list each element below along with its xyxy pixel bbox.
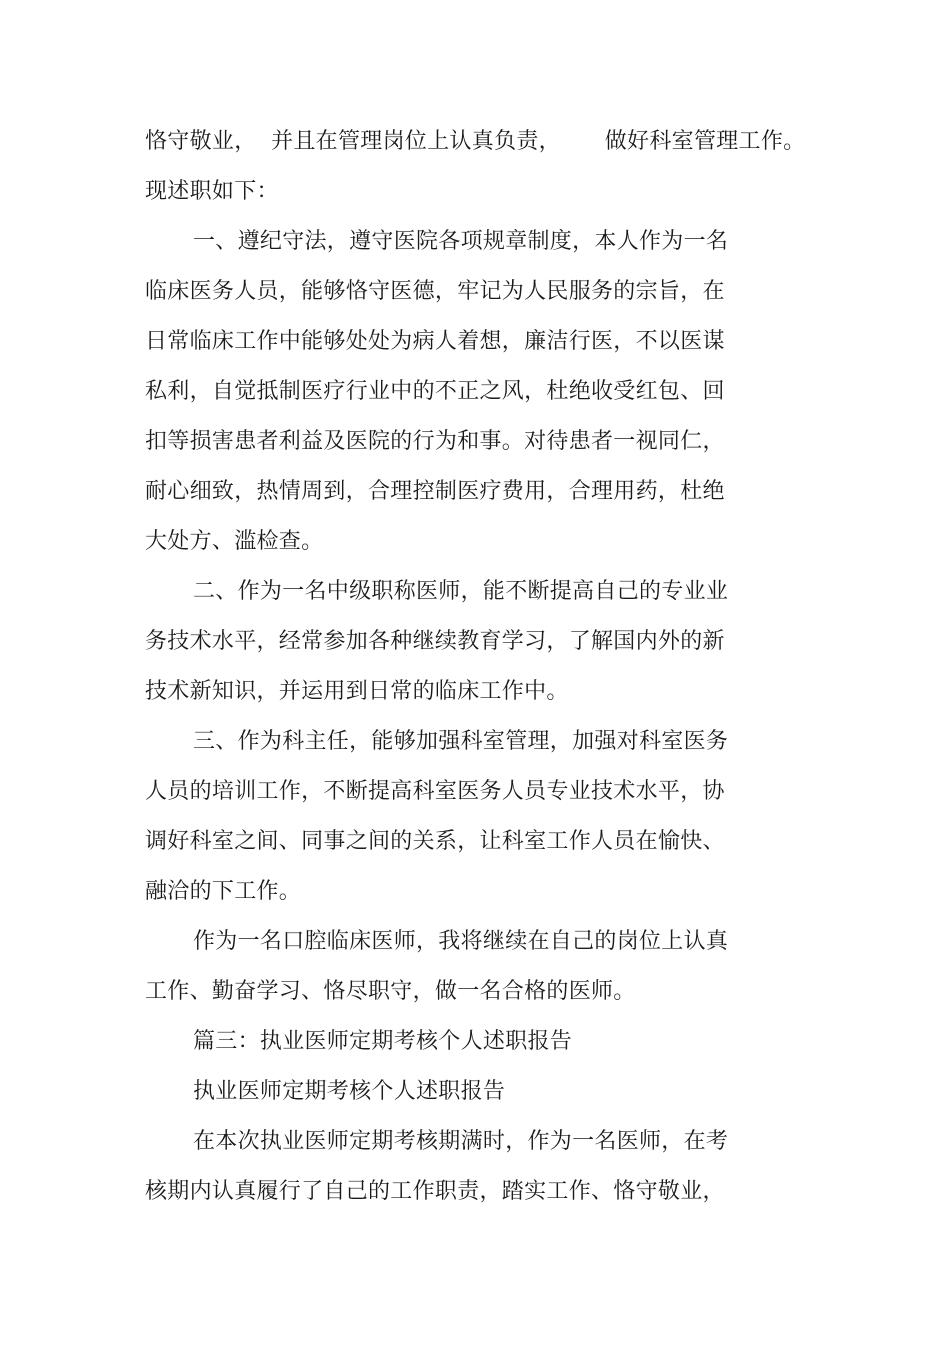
section-heading: 篇三：执业医师定期考核个人述职报告 <box>193 1029 573 1054</box>
text-line: 私利，自觉抵制医疗行业中的不正之风，杜绝收受红包、回 <box>145 379 725 404</box>
paragraph-start-line: 作为一名口腔临床医师，我将继续在自己的岗位上认真 <box>193 929 729 954</box>
paragraph-start-line: 三、作为科主任，能够加强科室管理，加强对科室医务 <box>193 729 729 754</box>
text-line: 现述职如下： <box>145 179 279 204</box>
text-line: 临床医务人员，能够恪守医德，牢记为人民服务的宗旨，在 <box>145 279 725 304</box>
text-line: 务技术水平，经常参加各种继续教育学习，了解国内外的新 <box>145 629 725 654</box>
report-title: 执业医师定期考核个人述职报告 <box>193 1079 506 1104</box>
text-line: 耐心细致，热情周到，合理控制医疗费用，合理用药，杜绝 <box>145 479 725 504</box>
text-line: 恪守敬业， 并且在管理岗位上认真负责， 做好科室管理工作。 <box>145 129 806 154</box>
text-line: 融洽的下工作。 <box>145 879 302 904</box>
paragraph-start-line: 二、作为一名中级职称医师，能不断提高自己的专业业 <box>193 579 729 604</box>
paragraph-start-line: 在本次执业医师定期考核期满时，作为一名医师，在考 <box>193 1129 729 1154</box>
text-line: 大处方、滥检查。 <box>145 529 324 554</box>
text-line: 技术新知识，并运用到日常的临床工作中。 <box>145 679 569 704</box>
text-line: 人员的培训工作，不断提高科室医务人员专业技术水平，协 <box>145 779 725 804</box>
paragraph-start-line: 一、遵纪守法，遵守医院各项规章制度，本人作为一名 <box>193 229 729 254</box>
text-line: 扣等损害患者利益及医院的行为和事。对待患者一视同仁， <box>145 429 725 454</box>
text-line: 调好科室之间、同事之间的关系，让科室工作人员在愉快、 <box>145 829 725 854</box>
text-line: 工作、勤奋学习、恪尽职守，做一名合格的医师。 <box>145 979 636 1004</box>
text-line: 核期内认真履行了自己的工作职责，踏实工作、恪守敬业， <box>145 1179 725 1204</box>
text-line: 日常临床工作中能够处处为病人着想，廉洁行医，不以医谋 <box>145 329 725 354</box>
